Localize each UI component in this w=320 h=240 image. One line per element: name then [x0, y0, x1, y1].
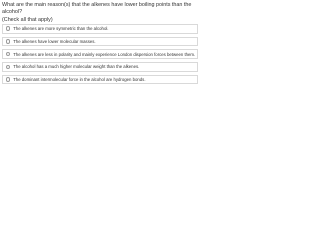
answer-option-1[interactable]: [2, 24, 198, 34]
answer-option-3[interactable]: [2, 49, 198, 59]
answer-option-label: The alkenes are less in polarity and mainly experience London dispersion forces between them.: [13, 51, 196, 57]
answer-option-5[interactable]: [2, 75, 198, 85]
answer-option-label: The alcohol has a much higher molecular weight than the alkenes.: [13, 64, 140, 70]
answer-option-label: The alkenes have lower molecular masses.: [13, 38, 96, 44]
checkbox-circle-icon[interactable]: [6, 26, 11, 31]
question-prompt: [2, 2, 198, 24]
checkbox-circle-icon[interactable]: [6, 77, 11, 82]
answer-option-label: The alkenes are more symmetric than the alcohol.: [13, 26, 109, 32]
answer-option-label: The dominant intermolecular force in the alcohol are hydrogen bonds.: [13, 77, 146, 82]
answer-option-4[interactable]: [2, 62, 198, 72]
answer-options-list: [2, 24, 198, 87]
checkbox-circle-icon[interactable]: [6, 65, 11, 70]
question-line-1: What are the main reason(s) that the alkenes have lower boiling points than the alcohol?: [2, 2, 192, 16]
answer-option-2[interactable]: [2, 37, 198, 47]
question-line-2: (Check all that apply): [2, 16, 53, 23]
checkbox-circle-icon[interactable]: [6, 39, 11, 44]
checkbox-circle-icon[interactable]: [6, 52, 11, 57]
